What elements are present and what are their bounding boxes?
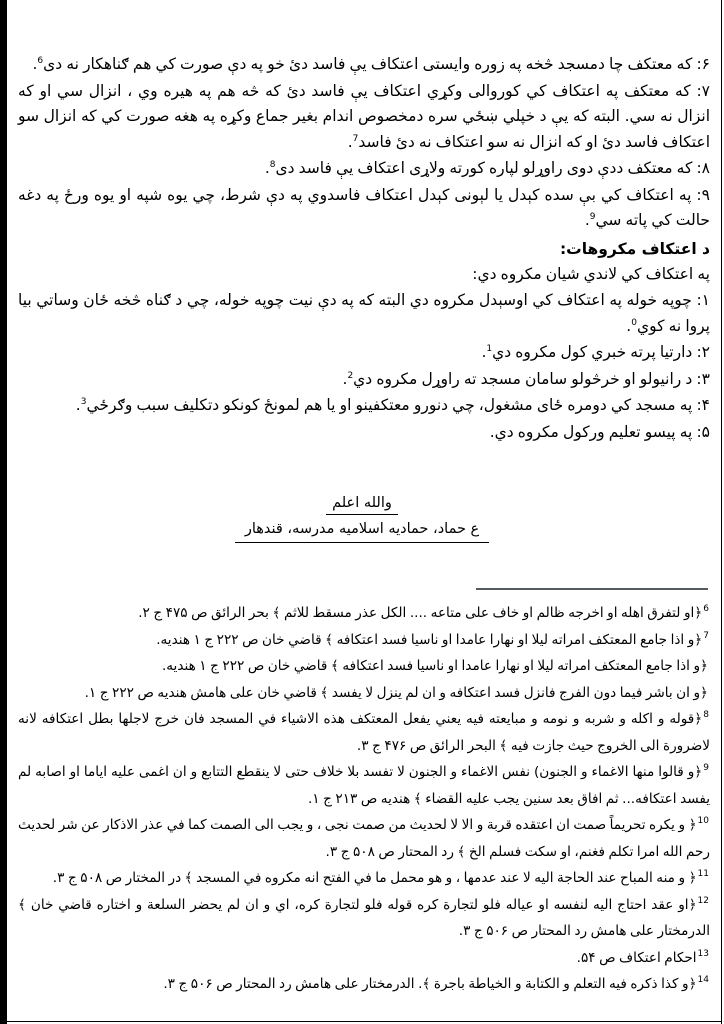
- footnote-entry: [18, 759, 710, 812]
- footnote-marker: 1: [486, 343, 493, 354]
- footnote-marker: 0: [631, 317, 637, 328]
- footnote-entry: [18, 945, 710, 972]
- footnote-marker: 7: [352, 133, 359, 144]
- makruh-text: ۴: په مسجد کي دومره ځاى مشغول، چي دنورو معتکفينو او يا هم لمونځ کونکو دتکليف سبب وګرځي: [86, 396, 710, 414]
- signature-line-2-wrap: [14, 515, 710, 543]
- signature-author: ع حماد، حماديه اسلاميه مدرسه، قندهار: [235, 517, 489, 543]
- makruh-text: ۲: دارتيا پرته خبري کول مکروه دي: [492, 343, 710, 361]
- footnote-number: 9: [703, 763, 709, 774]
- makruh-item: [18, 288, 710, 339]
- footnote-separator-rule: [476, 588, 708, 590]
- ruling-tail: .: [347, 132, 353, 151]
- footnote-number: 11: [697, 869, 709, 880]
- footnote-entry: [18, 865, 710, 892]
- ruling-item: [18, 183, 710, 234]
- footnote-text: ﴿ و منه المباح عند الحاجة اليه لا عند عدمها ، و هو محمل ما في الفتح انه مکروه في المسجد ﴾ در المختار ص ۵۰۸ ج ۳.: [52, 870, 697, 886]
- footnote-entry: [18, 627, 710, 654]
- makruh-tail: .: [626, 316, 632, 335]
- footnote-marker: 3: [80, 396, 87, 407]
- footnote-entry: [18, 600, 710, 627]
- footnote-text: ﴿او عقد احتاج اليه لنفسه او عياله فلو لتجارة کره قوله فلو لتجارة کره، اي و ان لم يحضر السلعة و اختاره قاضي خان ﴾ الدرمختار على هامش رد المحتار ص ۵۰۶ ج ۳.: [18, 896, 710, 939]
- ruling-text: ۷: که معتکف په اعتکاف کي کوروالى وکړي اعتکاف يې فاسد دئ که څه هم په هيره وي ، انزال سي او که انزال نه سي. البته که يې د خپلي ښځي سره دمخصوص اندام بغير جماع وکړه په هغه صورت کي که انزال سو اعتکاف فاسد دئ او که انزال نه سو اعتکاف نه دئ فاسد: [18, 81, 710, 151]
- ruling-item: [18, 156, 710, 182]
- ruling-item: [18, 52, 710, 78]
- ruling-tail: .: [264, 159, 270, 177]
- footnote-number: 12: [697, 895, 709, 906]
- footnote-number: 6: [703, 604, 709, 615]
- section-intro: په اعتکاف کي لاندي شيان مکروه دي:: [472, 264, 710, 283]
- footnote-text: ﴿و اذا جامع المعتکف امراته ليلا او نهارا عامدا او ناسيا فسد اعتکافه ﴾ قاضي خان ص ۲۲۲ ج ۱ هنديه.: [156, 631, 703, 648]
- footnote-marker: 8: [269, 159, 276, 170]
- makruh-text: ۵: په پيسو تعليم ورکول مکروه دي: [494, 422, 710, 441]
- footnote-number: 13: [697, 948, 709, 959]
- ruling-tail: .: [32, 55, 38, 73]
- page-right-border: [721, 0, 722, 1024]
- makruh-tail: .: [481, 343, 487, 361]
- signature-line-1-wrap: [14, 492, 710, 515]
- footnote-text: ﴿و کذا ذکره فيه التعلم و الکتابة و الخياطة باجرة ﴾. الدرمختار على هامش رد المحتار ص ۵۰۶ ج ۳.: [163, 976, 697, 992]
- footnote-entry: [18, 680, 710, 707]
- makruh-item: [18, 393, 710, 419]
- ruling-text: ۹: په اعتکاف کي بې سده کېدل يا لېونى کېدل اعتکاف فاسدوي په دې شرط، چي يوه شپه او يوه ورځ په دغه حالت کي پاته سي: [18, 185, 710, 229]
- footnote-text: ﴿و اذا جامع المعتکف امراته ليلا او نهارا عامدا او ناسيا فسد اعتکافه ﴾ قاضي خان ص ۲۲۲ ج ۱ هنديه.: [161, 658, 708, 674]
- signature-block: [14, 492, 710, 543]
- makruh-item: [18, 340, 710, 366]
- footnote-number: 8: [703, 710, 709, 721]
- makruh-tail: .: [489, 422, 495, 441]
- footnotes-section: [18, 600, 710, 998]
- footnote-marker: 9: [589, 211, 596, 222]
- footnote-number: 14: [697, 975, 709, 986]
- section-heading: د اعتکاف مکروهات:: [559, 239, 710, 258]
- ruling-text: ۶: که معتکف چا دمسجد څخه په زوره وايستى اعتکاف يې فاسد دئ خو په دې صورت کي هم ګناهکار نه دى: [43, 55, 710, 73]
- makruh-tail: .: [75, 396, 81, 414]
- signature-praise: والله اعلم: [326, 493, 398, 515]
- footnote-number: 10: [697, 816, 709, 827]
- footnote-text: ﴿قوله و اکله و شربه و نومه و مبايعته فيه يعني يفعل المعتکف هذه الاشياء في المسجد فان خرج لاجلها بطل اعتکافه لانه لاضرورة الى الخروج حيث جازت فيه ﴾ البحر الرائق ص ۴۷۶ ج ۳.: [18, 711, 710, 754]
- ruling-text: ۸: که معتکف ددې دوى راوړلو لپاره کورته ولاړى اعتکاف يې فاسد دى: [275, 159, 710, 177]
- footnote-text: ﴿و ان باشر فيما دون الفرج فانزل فسد اعتکافه و ان لم ينزل لا يفسد ﴾ قاضي خان على هامش هنديه ص ۲۲۲ ج ۱.: [84, 684, 708, 701]
- footnote-text: ﴿او لتفرق اهله او اخرجه ظالم او خاف على متاعه .... الکل عذر مسقط للاثم ﴾ بحر الرائق ص ۴۷۵ ج ۲.: [138, 605, 703, 621]
- footnote-entry: [18, 706, 710, 759]
- footnote-entry: [18, 892, 710, 945]
- makruh-item: [18, 420, 710, 446]
- ruling-item: [18, 79, 710, 156]
- footnote-text: احکام اعتکاف ص ۵۴.: [576, 949, 697, 966]
- footnote-text: ﴿و قالوا منها الاغماء و الجنون) نفس الاغماء و الجنون لا تفسد بلا خلاف حتى لا ينقطع التتابع و ان اغمى عليه اياما او اصابه لم يفسد اعتکافه... ثم افاق بعد سنين يجب عليه القضاء ﴾ هنديه ص ۲۱۳ ج ۱.: [18, 764, 710, 807]
- footnote-entry: [18, 653, 710, 680]
- makruh-tail: .: [342, 369, 348, 388]
- makruh-item: [18, 367, 710, 393]
- footnote-marker: 6: [37, 55, 44, 66]
- footnote-marker: 2: [347, 370, 354, 381]
- makruh-text: ۱: چوپه خوله په اعتکاف کي اوسېدل مکروه دي البته که په دې نيت چوپه خوله، چي د ګناه څخه ځان وساتي بيا پروا نه کوي: [18, 291, 710, 335]
- ruling-tail: .: [584, 211, 590, 229]
- footnote-entry: [18, 812, 710, 865]
- page-left-border: [0, 0, 7, 1024]
- footnote-number: [708, 684, 710, 694]
- footnote-entry: [18, 971, 710, 998]
- makruh-text: ۳: د رانيولو او خرڅولو سامان مسجد ته راوړل مکروه دي: [353, 369, 710, 388]
- page-content: [14, 0, 710, 1024]
- main-body: [18, 52, 710, 446]
- footnote-number: 7: [703, 630, 709, 641]
- footnote-number: [708, 657, 710, 667]
- footnote-text: ﴿ و يکره تحريماً صمت ان اعتقده قربة و الا لا لحديث من صمت نجى ، و يجب الى الصمت کما في عذر الاذکار عن شر لحديث رحم الله امرا تکلم فغنم، او سکت فسلم الخ ﴾ رد المحتار ص ۵۰۸ ج ۳.: [18, 817, 710, 860]
